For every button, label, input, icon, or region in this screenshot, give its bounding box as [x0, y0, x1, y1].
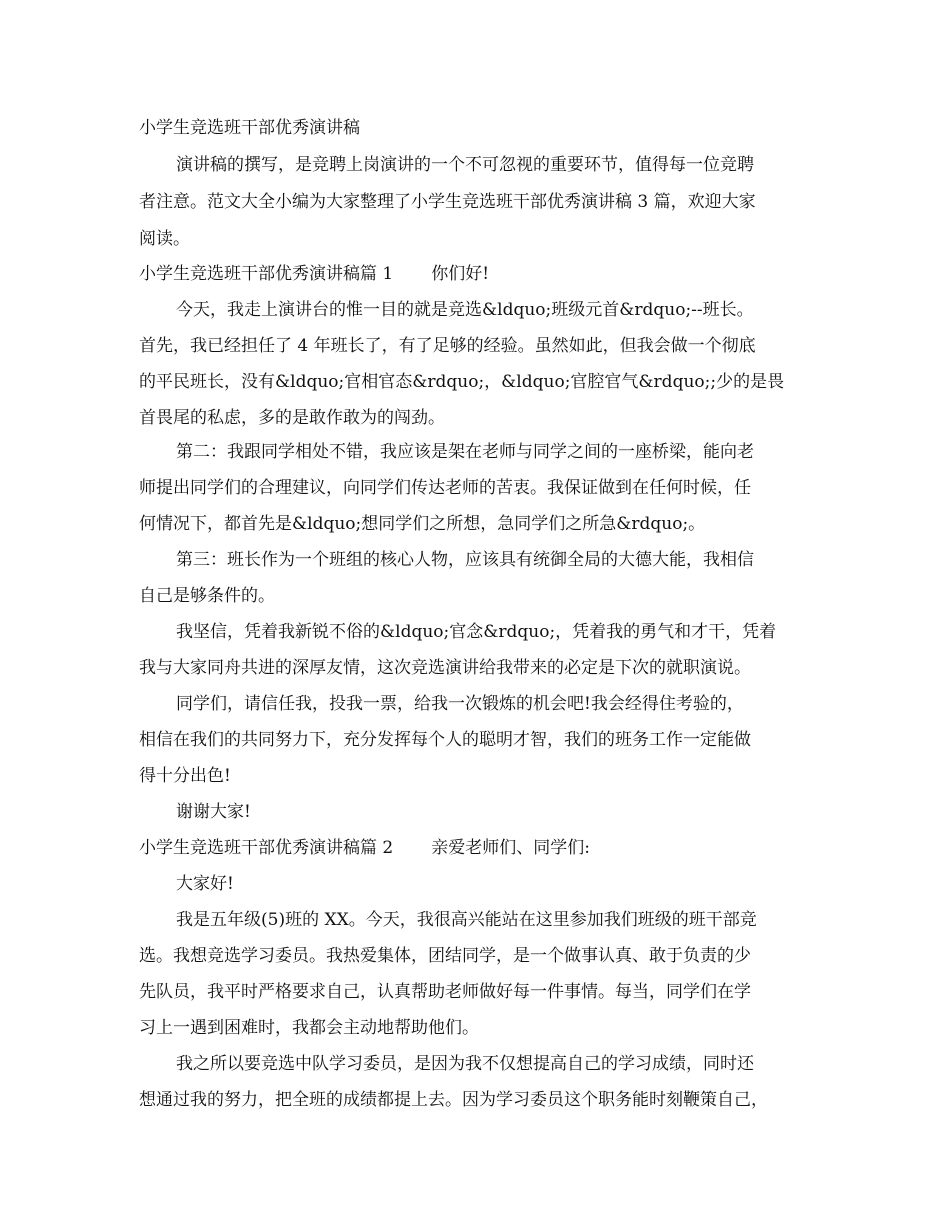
text-line: 我与大家同舟共进的深厚友情，这次竞选演讲给我带来的必定是下次的就职演说。: [139, 658, 751, 678]
text-line: 习上一遇到困难时，我都会主动地帮助他们。: [139, 1018, 479, 1038]
text-line: 我是五年级(5)班的 XX。今天，我很高兴能站在这里参加我们班级的班干部竞: [176, 910, 757, 930]
text-line: 想通过我的努力，把全班的成绩都提上去。因为学习委员这个职务能时刻鞭策自己，: [139, 1090, 768, 1110]
text-line: 首先，我已经担任了 4 年班长了，有了足够的经验。虽然如此，但我会做一个彻底: [139, 336, 756, 356]
text-line: 我之所以要竞选中队学习委员，是因为我不仅想提高自己的学习成绩，同时还: [176, 1054, 754, 1074]
text-line: 得十分出色!: [139, 766, 231, 786]
text-line: 首畏尾的私虑，多的是敢作敢为的闯劲。: [139, 408, 445, 428]
section-heading: 小学生竞选班干部优秀演讲稿篇 2: [139, 838, 394, 858]
text-line: 阅读。: [139, 229, 190, 249]
text-line: 的平民班长，没有&ldquo;官相官态&rdquo;，&ldquo;官腔官气&rdquo;;少的是畏: [139, 372, 785, 392]
text-line: 者注意。范文大全小编为大家整理了小学生竞选班干部优秀演讲稿 3 篇，欢迎大家: [139, 192, 756, 212]
text-line: 演讲稿的撰写，是竞聘上岗演讲的一个不可忽视的重要环节，值得每一位竞聘: [176, 155, 754, 175]
text-line: 何情况下，都首先是&ldquo;想同学们之所想，急同学们之所急&rdquo;。: [139, 514, 706, 534]
text-line: 第二：我跟同学相处不错，我应该是架在老师与同学之间的一座桥梁，能向老: [176, 442, 754, 462]
greeting: 亲爱老师们、同学们:: [431, 838, 590, 858]
text-line: 选。我想竞选学习委员。我热爱集体，团结同学，是一个做事认真、敢于负责的少: [139, 946, 751, 966]
section-heading-line: [139, 838, 829, 858]
text-line: 今天，我走上演讲台的惟一目的就是竞选&ldquo;班级元首&rdquo;--班长。: [176, 300, 754, 320]
text-line: 同学们，请信任我，投我一票，给我一次锻炼的机会吧!我会经得住考验的，: [176, 694, 744, 714]
section-heading-line: [139, 264, 829, 284]
greeting: 你们好!: [431, 264, 490, 284]
text-line: 先队员，我平时严格要求自己，认真帮助老师做好每一件事情。每当，同学们在学: [139, 982, 751, 1002]
section-heading: 小学生竞选班干部优秀演讲稿篇 1: [139, 264, 394, 284]
text-line: 大家好!: [176, 874, 234, 894]
text-line: 谢谢大家!: [176, 802, 251, 822]
text-line: 师提出同学们的合理建议，向同学们传达老师的苦衷。我保证做到在任何时候，任: [139, 478, 751, 498]
document-title: 小学生竞选班干部优秀演讲稿: [139, 118, 360, 138]
text-line: 相信在我们的共同努力下，充分发挥每个人的聪明才智，我们的班务工作一定能做: [139, 730, 751, 750]
text-line: 自己是够条件的。: [139, 586, 275, 606]
text-line: 我坚信，凭着我新锐不俗的&ldquo;官念&rdquo;，凭着我的勇气和才干，凭着: [176, 622, 777, 642]
text-line: 第三：班长作为一个班组的核心人物，应该具有统御全局的大德大能，我相信: [176, 550, 754, 570]
